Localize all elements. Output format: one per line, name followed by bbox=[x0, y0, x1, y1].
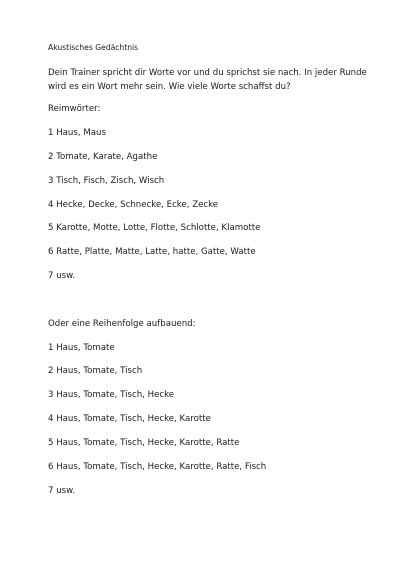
list-item: 3 Tisch, Fisch, Zisch, Wisch bbox=[48, 176, 165, 186]
list-item: 6 Ratte, Platte, Matte, Latte, hatte, Gatte, Watte bbox=[48, 247, 256, 257]
list-item: 7 usw. bbox=[48, 271, 76, 281]
list-item: 4 Hecke, Decke, Schnecke, Ecke, Zecke bbox=[48, 200, 219, 210]
list-item: 1 Haus, Maus bbox=[48, 128, 106, 138]
list-item: 5 Haus, Tomate, Tisch, Hecke, Karotte, Ratte bbox=[48, 438, 240, 448]
list-item: 2 Haus, Tomate, Tisch bbox=[48, 366, 143, 376]
list-item: 2 Tomate, Karate, Agathe bbox=[48, 152, 158, 162]
list-item: 1 Haus, Tomate bbox=[48, 343, 115, 353]
section-heading-reihenfolge: Oder eine Reihenfolge aufbauend: bbox=[48, 319, 196, 329]
intro-paragraph: Dein Trainer spricht dir Worte vor und du sprichst sie nach. In jeder Runde wird es ein Wort mehr sein. Wie viele Worte schaffst du? bbox=[48, 68, 367, 92]
list-item: 4 Haus, Tomate, Tisch, Hecke, Karotte bbox=[48, 414, 211, 424]
section-heading-reimwoerter: Reimwörter: bbox=[48, 104, 101, 114]
list-item: 5 Karotte, Motte, Lotte, Flotte, Schlotte, Klamotte bbox=[48, 223, 261, 233]
document-title: Akustisches Gedächtnis bbox=[48, 43, 139, 52]
list-item: 7 usw. bbox=[48, 486, 76, 496]
list-item: 6 Haus, Tomate, Tisch, Hecke, Karotte, Ratte, Fisch bbox=[48, 462, 267, 472]
list-item: 3 Haus, Tomate, Tisch, Hecke bbox=[48, 390, 175, 400]
